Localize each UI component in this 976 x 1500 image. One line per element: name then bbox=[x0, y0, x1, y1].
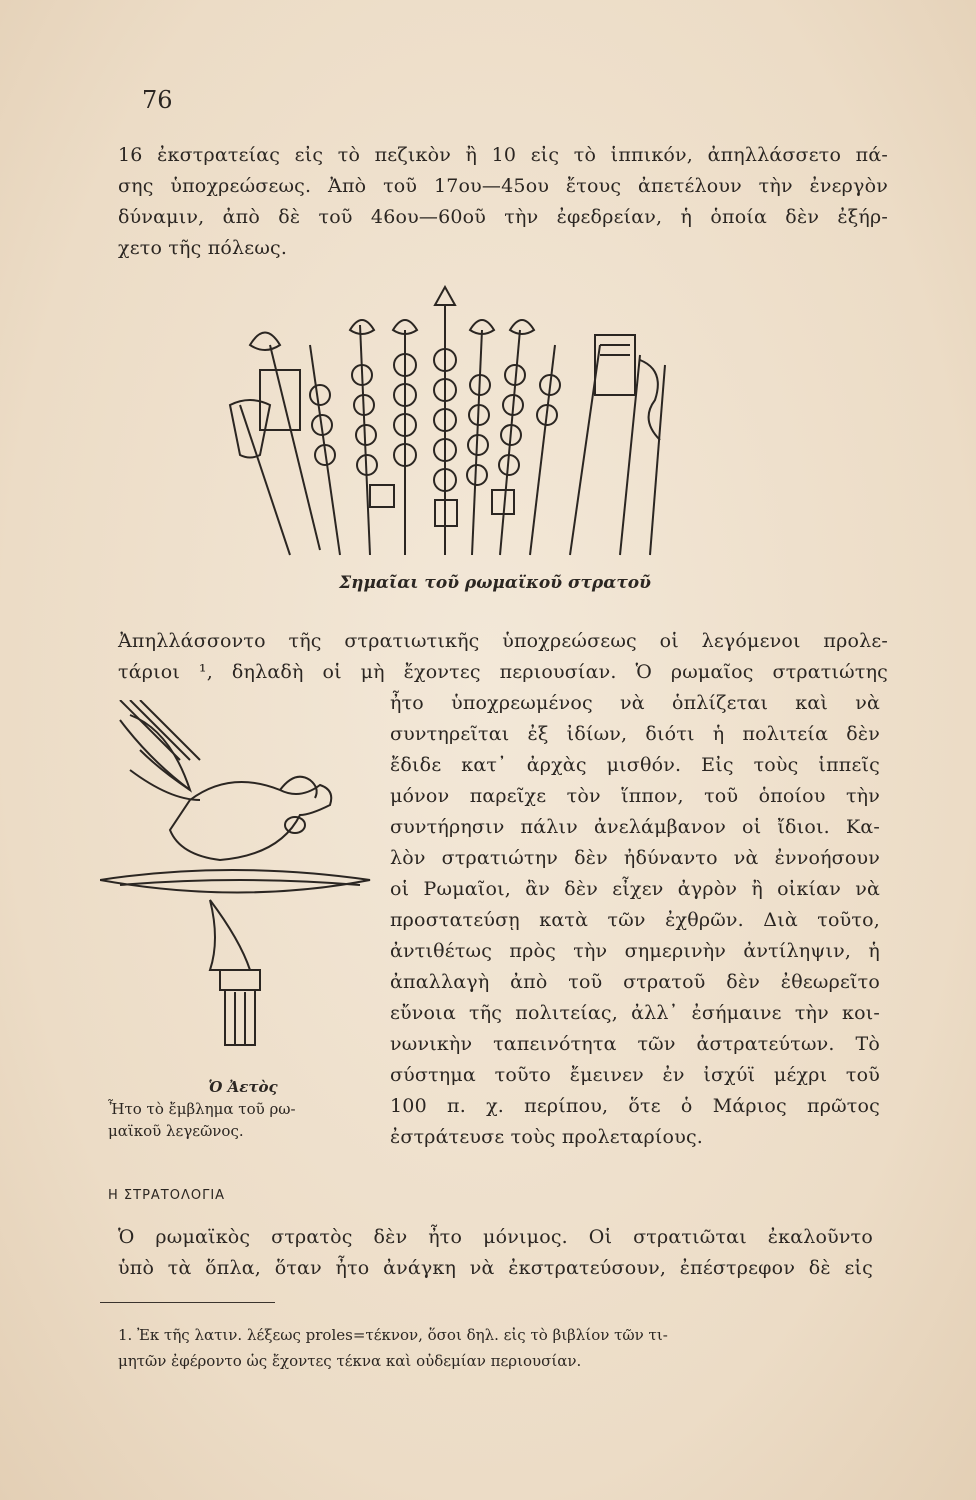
text-line: 100 π. χ. περίπου, ὅτε ὁ Μάριος πρῶτος bbox=[390, 1095, 880, 1117]
eagle-caption-line: μαϊκοῦ λεγεῶνος. bbox=[108, 1122, 244, 1140]
text-line: ὑπὸ τὰ ὅπλα, ὅταν ἦτο ἀνάγκη νὰ ἐκστρατεύσουν, ἐπέστρεφον δὲ εἰς bbox=[118, 1257, 873, 1279]
text-line: λὸν στρατιώτην δὲν ἠδύναντο νὰ ἐννοήσουν bbox=[390, 847, 880, 869]
text-line: εὔνοια τῆς πολιτείας, ἀλλ᾽ ἐσήμαινε τὴν κοι- bbox=[390, 1002, 880, 1024]
footnote bbox=[118, 1322, 878, 1374]
text-line: ἀντιθέτως πρὸς τὴν σημερινὴν ἀντίληψιν, ἡ bbox=[390, 940, 880, 962]
eagle-caption-line: Ἦτο τὸ ἔμβλημα τοῦ ρω- bbox=[108, 1100, 296, 1118]
eagle-caption-title: Ὁ Ἀετὸς bbox=[208, 1078, 278, 1096]
text-line: Ἀπηλλάσσοντο τῆς στρατιωτικῆς ὑποχρεώσεως οἱ λεγόμενοι προλε- bbox=[118, 630, 888, 652]
text-line: προστατεύσῃ κατὰ τῶν ἐχθρῶν. Διὰ τοῦτο, bbox=[390, 909, 880, 931]
text-line: ἐστράτευσε τοὺς προλεταρίους. bbox=[390, 1126, 704, 1148]
middle-paragraph-full bbox=[118, 626, 888, 688]
text-line: ἦτο ὑποχρεωμένος νὰ ὁπλίζεται καὶ νὰ bbox=[390, 692, 880, 714]
text-line: συντήρησιν πάλιν ἀνελάμβανον οἱ ἴδιοι. Κα- bbox=[390, 816, 880, 838]
text-line: συντηρεῖται ἐξ ἰδίων, διότι ἡ πολιτεία δὲν bbox=[390, 723, 880, 745]
text-line: σης ὑποχρεώσεως. Ἀπὸ τοῦ 17ου—45ου ἔτους ἀπετέλουν τὴν ἐνεργὸν bbox=[118, 175, 888, 197]
text-line: ἔδιδε κατ᾽ ἀρχὰς μισθόν. Εἰς τοὺς ἱππεῖς bbox=[390, 754, 880, 776]
text-line: Ὁ ρωμαϊκὸς στρατὸς δὲν ἦτο μόνιμος. Οἱ στρατιῶται ἐκαλοῦντο bbox=[118, 1226, 873, 1248]
text-line: ἀπαλλαγὴ ἀπὸ τοῦ στρατοῦ δὲν ἐθεωρεῖτο bbox=[390, 971, 880, 993]
top-paragraph bbox=[118, 140, 888, 264]
middle-paragraph-column bbox=[390, 688, 880, 1153]
bottom-paragraph bbox=[118, 1222, 873, 1284]
text-line: σύστημα τοῦτο ἔμεινεν ἐν ἰσχύϊ μέχρι τοῦ bbox=[390, 1064, 880, 1086]
footnote-line: 1. Ἐκ τῆς λατιν. λέξεως proles=τέκνον, ὅσοι δηλ. εἰς τὸ βιβλίον τῶν τι- bbox=[118, 1326, 668, 1344]
section-heading: Η ΣΤΡΑΤΟΛΟΓΙΑ bbox=[108, 1188, 226, 1203]
footnote-divider bbox=[100, 1302, 275, 1303]
text-line: χετο τῆς πόλεως. bbox=[118, 237, 288, 259]
text-line: 16 ἐκστρατείας εἰς τὸ πεζικὸν ἢ 10 εἰς τὸ ἱππικόν, ἀπηλλάσσετο πά- bbox=[118, 144, 888, 166]
text-line: τάριοι ¹, δηλαδὴ οἱ μὴ ἔχοντες περιουσίαν. Ὁ ρωμαῖος στρατιώτης bbox=[118, 661, 888, 683]
footnote-line: μητῶν ἐφέροντο ὡς ἔχοντες τέκνα καὶ οὐδεμίαν περιουσίαν. bbox=[118, 1352, 582, 1370]
text-line: οἱ Ρωμαῖοι, ἂν δὲν εἶχεν ἀγρὸν ἢ οἰκίαν νὰ bbox=[390, 878, 880, 900]
page-number: 76 bbox=[142, 86, 173, 114]
standards-caption: Σημαῖαι τοῦ ρωμαϊκοῦ στρατοῦ bbox=[339, 573, 651, 593]
text-line: δύναμιν, ἀπὸ δὲ τοῦ 46ου—60οῦ τὴν ἐφεδρείαν, ἡ ὁποία δὲν ἐξήρ- bbox=[118, 206, 888, 228]
eagle-caption bbox=[108, 1076, 378, 1142]
eagle-standard-illustration bbox=[100, 700, 380, 1070]
text-line: μόνον παρεῖχε τὸν ἵππον, τοῦ ὁποίου τὴν bbox=[390, 785, 880, 807]
roman-standards-illustration bbox=[210, 285, 680, 560]
text-line: νωνικὴν ταπεινότητα τῶν ἀστρατεύτων. Τὸ bbox=[390, 1033, 880, 1055]
